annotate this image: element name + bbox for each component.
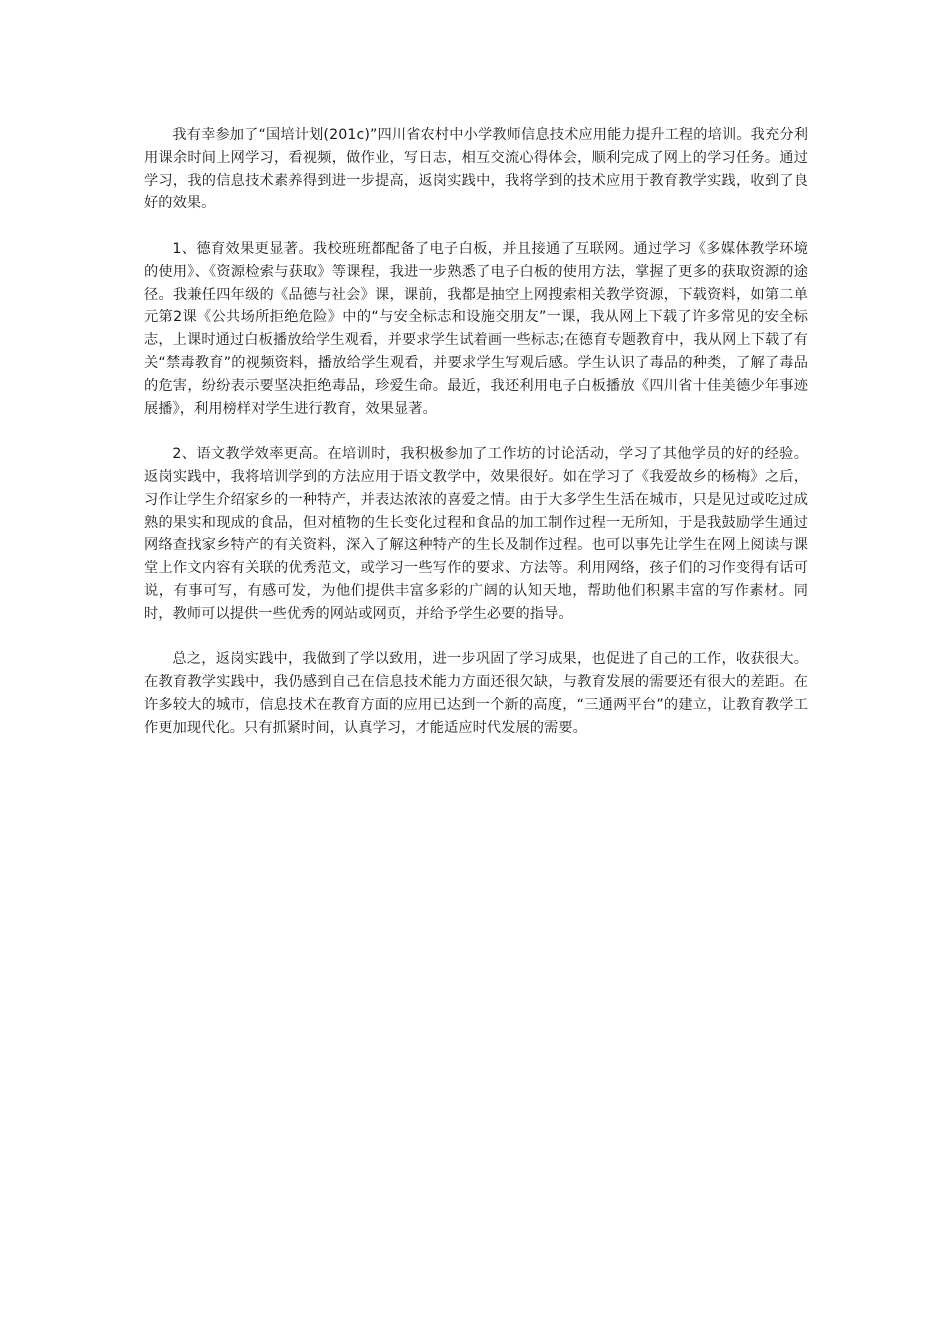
paragraph-intro: 我有幸参加了“国培计划(201c)”四川省农村中小学教师信息技术应用能力提升工程的培训。我充分利用课余时间上网学习，看视频，做作业，写日志，相互交流心得体会，顺利完成了网上的学习任务。通过学习，我的信息技术素养得到进一步提高，返岗实践中，我将学到的技术应用于教育教学实践，收到了良好的效果。 xyxy=(144,127,808,212)
paragraph-chinese-teaching: 2、语文教学效率更高。在培训时，我积极参加了工作坊的讨论活动，学习了其他学员的好的经验。返岗实践中，我将培训学到的方法应用于语文教学中，效果很好。如在学习了《我爱故乡的杨梅》之后，习作让学生介绍家乡的一种特产，并表达浓浓的喜爱之情。由于大多学生生活在城市，只是见过或吃过成熟的果实和现成的食品，但对植物的生长变化过程和食品的加工制作过程一无所知，于是我鼓励学生通过网络查找家乡特产的有关资料，深入了解这种特产的生长及制作过程。也可以事先让学生在网上阅读与课堂上作文内容有关联的优秀范文，或学习一些写作的要求、方法等。利用网络，孩子们的习作变得有话可说，有事可写，有感可发，为他们提供丰富多彩的广阔的认知天地，帮助他们积累丰富的写作素材。同时，教师可以提供一些优秀的网站或网页，并给予学生必要的指导。 xyxy=(144,446,808,622)
paragraph-moral-education: 1、德育效果更显著。我校班班都配备了电子白板，并且接通了互联网。通过学习《多媒体教学环境的使用》、《资源检索与获取》等课程，我进一步熟悉了电子白板的使用方法，掌握了更多的获取资源的途径。我兼任四年级的《品德与社会》课，课前，我都是抽空上网搜索相关教学资源，下载资料，如第二单元第2课《公共场所拒绝危险》中的“与安全标志和设施交朋友”一课，我从网上下载了许多常见的安全标志，上课时通过白板播放给学生观看，并要求学生试着画一些标志;在德育专题教育中，我从网上下载了有关“禁毒教育”的视频资料，播放给学生观看，并要求学生写观后感。学生认识了毒品的种类，了解了毒品的危害，纷纷表示要坚决拒绝毒品，珍爱生命。最近，我还利用电子白板播放《四川省十佳美德少年事迹展播》，利用榜样对学生进行教育，效果显著。 xyxy=(144,240,808,417)
document-body xyxy=(144,124,808,740)
paragraph-conclusion: 总之，返岗实践中，我做到了学以致用，进一步巩固了学习成果，也促进了自己的工作，收获很大。在教育教学实践中，我仍感到自己在信息技术能力方面还很欠缺，与教育发展的需要还有很大的差距。在许多较大的城市，信息技术在教育方面的应用已达到一个新的高度，“三通两平台”的建立，让教育教学工作更加现代化。只有抓紧时间，认真学习，才能适应时代发展的需要。 xyxy=(144,651,808,736)
